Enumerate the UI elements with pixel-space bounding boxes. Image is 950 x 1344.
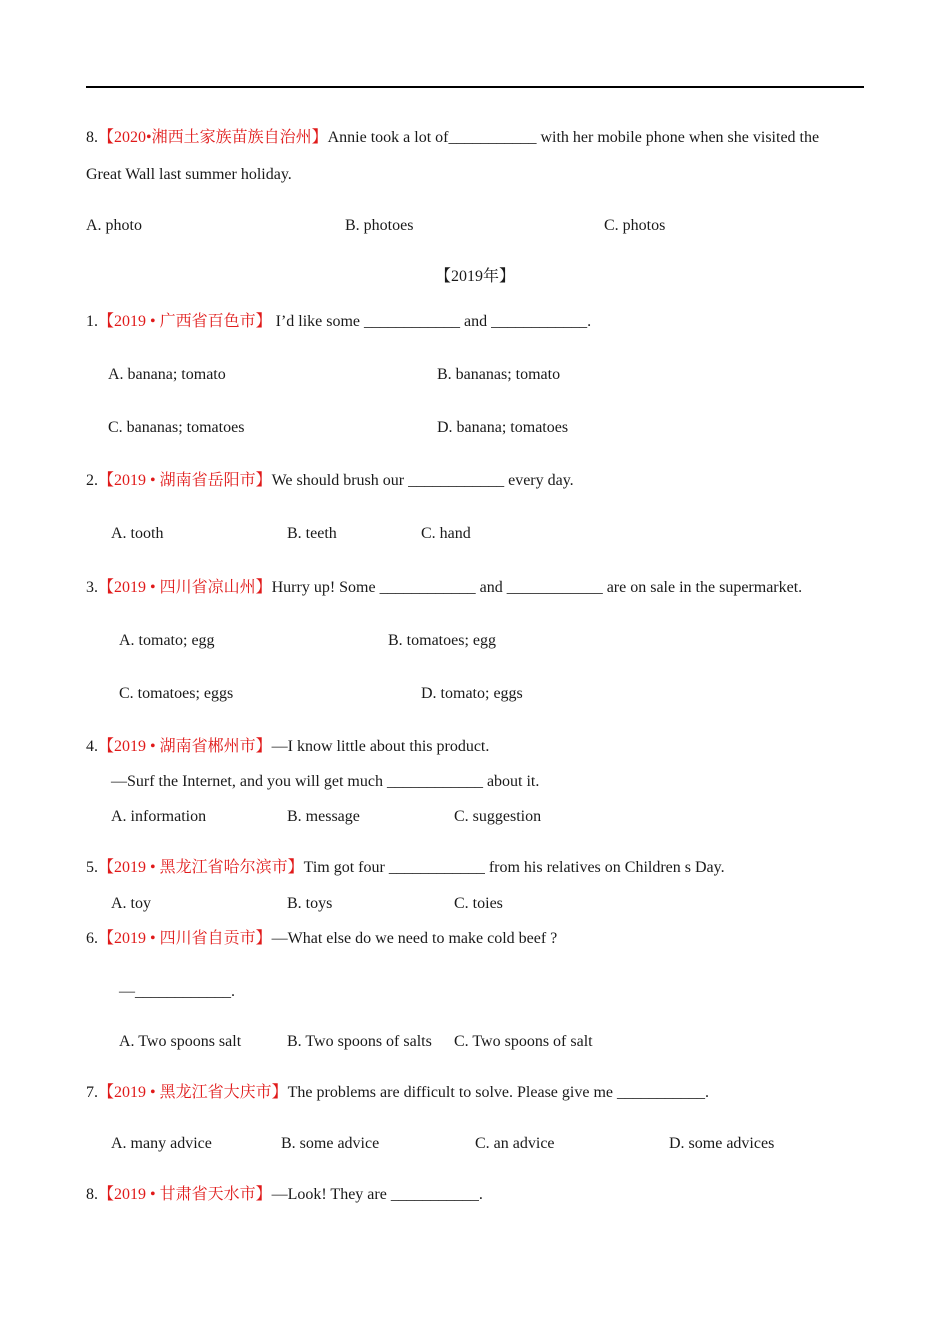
question-text: —I know little about this product.: [271, 738, 490, 755]
option-c: C. bananas; tomatoes: [108, 419, 245, 436]
question-text: I’d like some ____________ and ____________.: [271, 313, 592, 330]
question-source: 【2019 • 黑龙江省哈尔滨市】: [98, 859, 304, 876]
option-c: C. Two spoons of salt: [454, 1033, 593, 1050]
option-b: B. some advice: [281, 1135, 380, 1152]
question-number: 7.: [86, 1084, 98, 1101]
option-a: A. photo: [86, 217, 142, 234]
question-number: 4.: [86, 738, 98, 755]
question-2020-8: [86, 128, 819, 148]
question-number: 1.: [86, 313, 98, 330]
option-c: C. photos: [604, 217, 666, 234]
question-number: 6.: [86, 930, 98, 947]
question-text: Tim got four ____________ from his relatives on Children s Day.: [303, 859, 725, 876]
question-text: Hurry up! Some ____________ and ____________ are on sale in the supermarket.: [271, 579, 803, 596]
question-number: 8.: [86, 1186, 98, 1203]
question-source: 【2019 • 湖南省郴州市】: [98, 738, 272, 755]
question-source: 【2019 • 黑龙江省大庆市】: [98, 1084, 288, 1101]
question-source: 【2019 • 四川省凉山州】: [98, 579, 272, 596]
question-2: [86, 471, 574, 491]
option-c: C. tomatoes; eggs: [119, 685, 234, 702]
option-b: B. Two spoons of salts: [287, 1033, 432, 1050]
question-3: [86, 578, 802, 598]
option-b: B. tomatoes; egg: [388, 632, 496, 649]
option-c: C. hand: [421, 525, 471, 542]
option-b: B. message: [287, 808, 360, 825]
section-title: 【2019年】: [434, 268, 515, 285]
question-7: [86, 1083, 709, 1103]
option-a: A. banana; tomato: [108, 366, 226, 383]
option-b: B. teeth: [287, 525, 337, 542]
option-b: B. photoes: [345, 217, 414, 234]
question-source: 【2019 • 广西省百色市】: [98, 313, 272, 330]
question-text: —Look! They are ___________.: [271, 1186, 483, 1203]
question-text: The problems are difficult to solve. Please give me ___________.: [287, 1084, 709, 1101]
question-source: 【2019 • 湖南省岳阳市】: [98, 472, 272, 489]
option-b: B. toys: [287, 895, 333, 912]
option-c: C. suggestion: [454, 808, 542, 825]
question-text: Annie took a lot of___________ with her mobile phone when she visited the: [327, 129, 820, 146]
question-1: [86, 312, 591, 332]
question-source: 【2019 • 甘肃省天水市】: [98, 1186, 272, 1203]
option-b: B. bananas; tomato: [437, 366, 561, 383]
option-a: A. tomato; egg: [119, 632, 215, 649]
option-a: A. many advice: [111, 1135, 212, 1152]
question-text-continued: Great Wall last summer holiday.: [86, 166, 292, 183]
question-text-reply: —Surf the Internet, and you will get much ____________ about it.: [111, 773, 540, 790]
option-d: D. tomato; eggs: [421, 685, 523, 702]
option-c: C. toies: [454, 895, 503, 912]
question-number: 5.: [86, 859, 98, 876]
option-a: A. Two spoons salt: [119, 1033, 242, 1050]
question-6: [86, 929, 557, 949]
question-5: [86, 858, 725, 878]
question-8: [86, 1185, 483, 1205]
question-text: —What else do we need to make cold beef ?: [271, 930, 558, 947]
question-text: We should brush our ____________ every day.: [271, 472, 574, 489]
question-4: [86, 737, 489, 757]
option-c: C. an advice: [475, 1135, 555, 1152]
question-number: 3.: [86, 579, 98, 596]
option-a: A. toy: [111, 895, 151, 912]
question-source: 【2019 • 四川省自贡市】: [98, 930, 272, 947]
question-number: 2.: [86, 472, 98, 489]
option-a: A. tooth: [111, 525, 164, 542]
question-text-reply: —____________.: [119, 983, 235, 1000]
header-rule: [86, 86, 864, 88]
option-d: D. banana; tomatoes: [437, 419, 569, 436]
question-number: 8.: [86, 129, 98, 146]
option-d: D. some advices: [669, 1135, 775, 1152]
option-a: A. information: [111, 808, 207, 825]
question-source: 【2020•湘西土家族苗族自治州】: [98, 129, 328, 146]
